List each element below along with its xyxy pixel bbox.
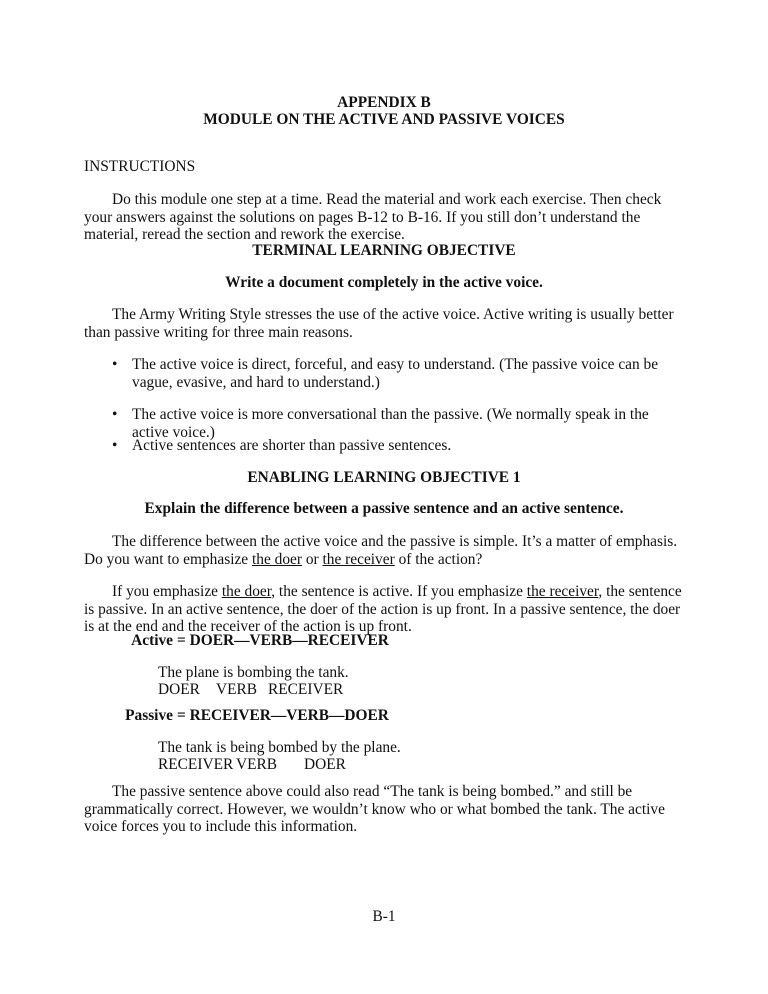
enabling-objective-statement: Explain the difference between a passive sentence and an active sentence. xyxy=(144,500,624,517)
instructions-text: Do this module one step at a time. Read the material and work each exercise. Then check your answers against the solutions on pages B-12 to B-16. If you still don’t understand the material, reread the section and rework the exercise. xyxy=(84,191,662,243)
enabling-objective-heading: ENABLING LEARNING OBJECTIVE 1 xyxy=(247,469,521,486)
part-label: VERB xyxy=(236,756,278,773)
closing-paragraph: The passive sentence above could also read “The tank is being bombed.” and still be grammatically correct. However, we wouldn’t know who or what bombed the tank. The active voice forces you to include this information. xyxy=(84,783,665,835)
appendix-title: APPENDIX B xyxy=(337,94,431,111)
page-number: B-1 xyxy=(372,908,396,925)
text-run: of the action? xyxy=(394,550,483,568)
passive-example: The tank is being bombed by the plane. xyxy=(158,739,401,756)
emphasis-paragraph xyxy=(84,583,684,636)
underlined-term: the receiver xyxy=(526,583,599,600)
underlined-term: the doer xyxy=(221,583,272,600)
underlined-term: the doer xyxy=(251,550,302,568)
bullet-text: The active voice is more conversational than the passive. (We normally speak in the active voice.) xyxy=(132,406,649,441)
bullet-icon: • xyxy=(112,406,118,423)
active-label: Active xyxy=(131,632,173,649)
text-run: The difference between the active voice and the passive is simple. It’s a matter of emphasis. Do you want to emphasize xyxy=(84,533,678,568)
instructions-heading: INSTRUCTIONS xyxy=(84,158,196,175)
part-label: DOER xyxy=(304,756,346,773)
bullet-text: The active voice is direct, forceful, and easy to understand. (The passive voice can be vague, evasive, and hard to understand.) xyxy=(132,356,659,391)
terminal-objective-statement: Write a document completely in the active voice. xyxy=(225,274,543,291)
text-run: , the sentence is active. If you emphasize xyxy=(271,583,527,600)
underlined-term: the receiver xyxy=(322,550,395,568)
text-run: , the sentence is passive. In an active sentence, the doer of the action is up front. In a passive sentence, the doer is at the end and the receiver of the action is up front. xyxy=(84,583,682,635)
module-title: MODULE ON THE ACTIVE AND PASSIVE VOICES xyxy=(203,111,565,128)
part-label: RECEIVER xyxy=(268,681,344,698)
bullet-text: Active sentences are shorter than passive sentences. xyxy=(132,437,452,454)
active-example: The plane is bombing the tank. xyxy=(158,664,349,681)
passive-label: Passive xyxy=(125,707,173,724)
text-run: or xyxy=(301,550,323,568)
terminal-intro: The Army Writing Style stresses the use of the active voice. Active writing is usually better than passive writing for three main reasons. xyxy=(84,306,674,341)
difference-paragraph xyxy=(84,533,684,568)
part-label: DOER xyxy=(158,681,200,698)
part-label: VERB xyxy=(216,681,258,698)
terminal-objective-heading: TERMINAL LEARNING OBJECTIVE xyxy=(252,242,516,259)
text-run: If you emphasize xyxy=(112,583,222,600)
bullet-icon: • xyxy=(112,437,118,454)
passive-formula: = RECEIVER—VERB—DOER xyxy=(177,707,389,724)
part-label: RECEIVER xyxy=(158,756,234,773)
active-formula: = DOER—VERB—RECEIVER xyxy=(177,632,389,649)
bullet-icon: • xyxy=(112,356,118,373)
